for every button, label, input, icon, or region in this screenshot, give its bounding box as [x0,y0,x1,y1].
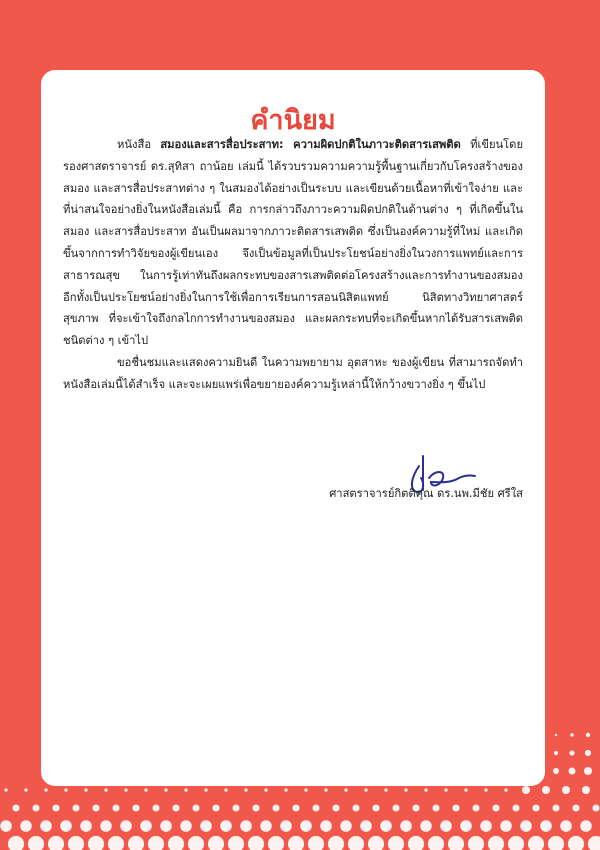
paragraph-1 [63,134,523,352]
signer-name: ศาสตราจารย์กิตติคุณ ดร.นพ.มีชัย ศรีใส [329,487,523,500]
paragraph-1-text: ที่เขียนโดย รองศาสตราจารย์ ดร.สุทิสา ถาน้อย เล่มนี้ ได้รวบรวมความความรู้พื้นฐานเกี่ยวกับโครงสร้างของสมอง และสารสื่อประสาทต่าง ๆ ในสมองได้อย่างเป็นระบบ และเขียนด้วยเนื้อหาที่เข้าใจง่าย และที่น่าสนใจอย่างยิ่งในหนังสือเล่มนี้ คือ การกล่าวถึงภาวะความผิดปกติในด้านต่าง ๆ ที่เกิดขึ้นในสมอง และสารสื่อประสาท อันเป็นผลมาจากภาวะติดสารเสพติด ซึ่งเป็นองค์ความรู้ที่ใหม่ และเกิดขึ้นจากการทำวิจัยของผู้เขียนเอง จึงเป็นข้อมูลที่เป็นประโยชน์อย่างยิ่งในวงการแพทย์และการสาธารณสุข ในการรู้เท่าทันถึงผลกระทบของสารเสพติดต่อโครงสร้างและการทำงานของสมอง อีกทั้งเป็นประโยชน์อย่างยิ่งในการใช้เพื่อการเรียนการสอนนิสิตแพทย์ นิสิตทางวิทยาศาสตร์สุขภาพ ที่จะเข้าใจถึงกลไกการทำงานของสมอง และผลกระทบที่จะเกิดขึ้นหากได้รับสารเสพติดชนิดต่าง ๆ เข้าไป [63,138,524,348]
page-title: คำนิยม [250,105,336,136]
book-title: สมองและสารสื่อประสาท: ความผิดปกติในภาวะติดสารเสพติด [160,138,461,151]
foreword-card [41,70,545,786]
paragraph-2: ขอชื่นชมและแสดงความยินดี ในความพยายาม อุตสาหะ ของผู้เขียน ที่สามารถจัดทำหนังสือเล่มนี้ได้สำเร็จ และจะเผยแพร่เพื่อขยายองค์ความรู้เหล่านี้ให้กว้างขวางยิ่ง ๆ ขึ้นไป [63,355,523,391]
paragraph-1-lead: หนังสือ [117,138,161,151]
foreword-body [63,134,523,396]
